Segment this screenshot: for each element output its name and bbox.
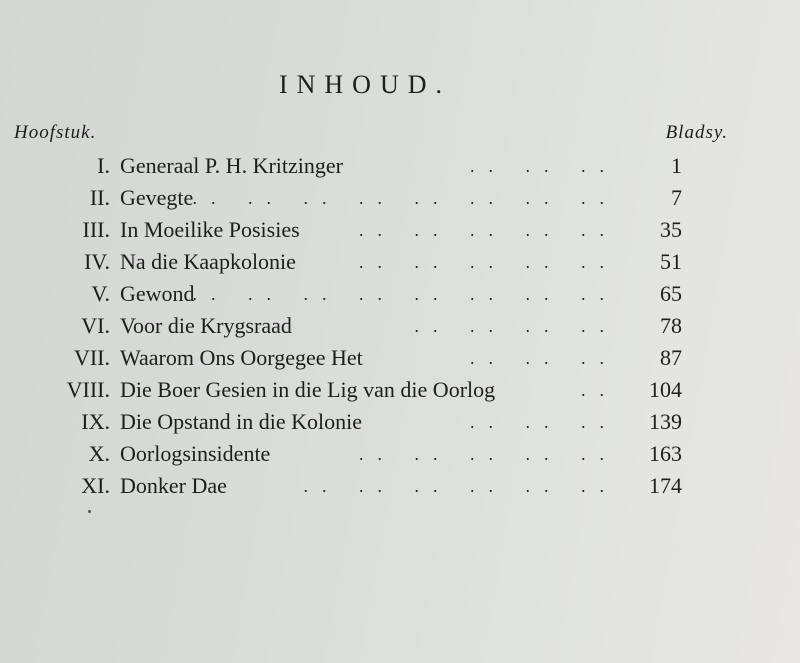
page-number: 174 — [649, 473, 682, 498]
toc-entry-11 — [0, 470, 800, 502]
dot-leader: .. — [581, 380, 618, 400]
chapter-title: Voor die Krygsraad — [120, 313, 292, 338]
chapter-number: VIII. — [66, 377, 110, 402]
page-number: 7 — [671, 185, 682, 210]
dot-leader: .. .. .. — [470, 348, 618, 368]
chapter-title: Die Opstand in die Kolonie — [120, 409, 362, 434]
page-number: 65 — [660, 281, 682, 306]
page-number: 35 — [660, 217, 682, 242]
dot-leader: .. .. .. .. .. — [359, 444, 618, 464]
chapter-number: II. — [89, 185, 110, 210]
page-number: 87 — [660, 345, 682, 370]
paper-speck — [88, 510, 91, 513]
chapter-number: III. — [82, 217, 110, 242]
toc-entry-10 — [0, 438, 800, 470]
column-header-page: Bladsy. — [665, 122, 728, 143]
toc-entry-4 — [0, 246, 800, 278]
chapter-title: Generaal P. H. Kritzinger — [120, 153, 343, 178]
page-number: 78 — [660, 313, 682, 338]
toc-entry-8 — [0, 374, 800, 406]
chapter-number: IV. — [84, 249, 110, 274]
dot-leader: .. .. .. .. — [414, 316, 618, 336]
toc-entry-5 — [0, 278, 800, 310]
page-number: 51 — [660, 249, 682, 274]
dot-leader: .. .. .. .. .. — [359, 220, 618, 240]
chapter-title: Oorlogsinsidente — [120, 441, 271, 466]
column-header-chapter: Hoofstuk. — [14, 122, 97, 143]
toc-entry-1 — [0, 150, 800, 182]
chapter-number: XI. — [81, 473, 110, 498]
toc-entry-2 — [0, 182, 800, 214]
chapter-number: IX. — [81, 409, 110, 434]
chapter-title: Na die Kaapkolonie — [120, 249, 296, 274]
toc-entry-7 — [0, 342, 800, 374]
chapter-title: Donker Dae — [120, 473, 227, 498]
toc-entry-3 — [0, 214, 800, 246]
table-of-contents — [0, 150, 800, 502]
chapter-number: I. — [97, 153, 110, 178]
page-number: 1 — [671, 153, 682, 178]
dot-leader: .. .. .. — [470, 156, 618, 176]
chapter-title: Die Boer Gesien in die Lig van die Oorlog — [120, 377, 496, 402]
dot-leader: .. .. .. — [470, 412, 618, 432]
chapter-title: In Moeilike Posisies — [120, 217, 300, 242]
page-number: 139 — [649, 409, 682, 434]
chapter-title: Gevegte — [120, 185, 194, 210]
chapter-number: V. — [91, 281, 110, 306]
dot-leader: .. .. .. .. .. — [359, 252, 618, 272]
page-number: 104 — [649, 377, 682, 402]
dot-leader: .. .. .. .. .. .. .. .. — [192, 284, 618, 304]
dot-leader: .. .. .. .. .. .. .. .. — [192, 188, 618, 208]
dot-leader: .. .. .. .. .. .. — [303, 476, 618, 496]
chapter-title: Gewond — [120, 281, 195, 306]
chapter-number: VI. — [81, 313, 110, 338]
page-number: 163 — [649, 441, 682, 466]
page-title: INHOUD. — [278, 70, 452, 99]
toc-entry-9 — [0, 406, 800, 438]
chapter-number: X. — [88, 441, 110, 466]
chapter-number: VII. — [73, 345, 110, 370]
toc-entry-6 — [0, 310, 800, 342]
chapter-title: Waarom Ons Oorgegee Het — [120, 345, 363, 370]
